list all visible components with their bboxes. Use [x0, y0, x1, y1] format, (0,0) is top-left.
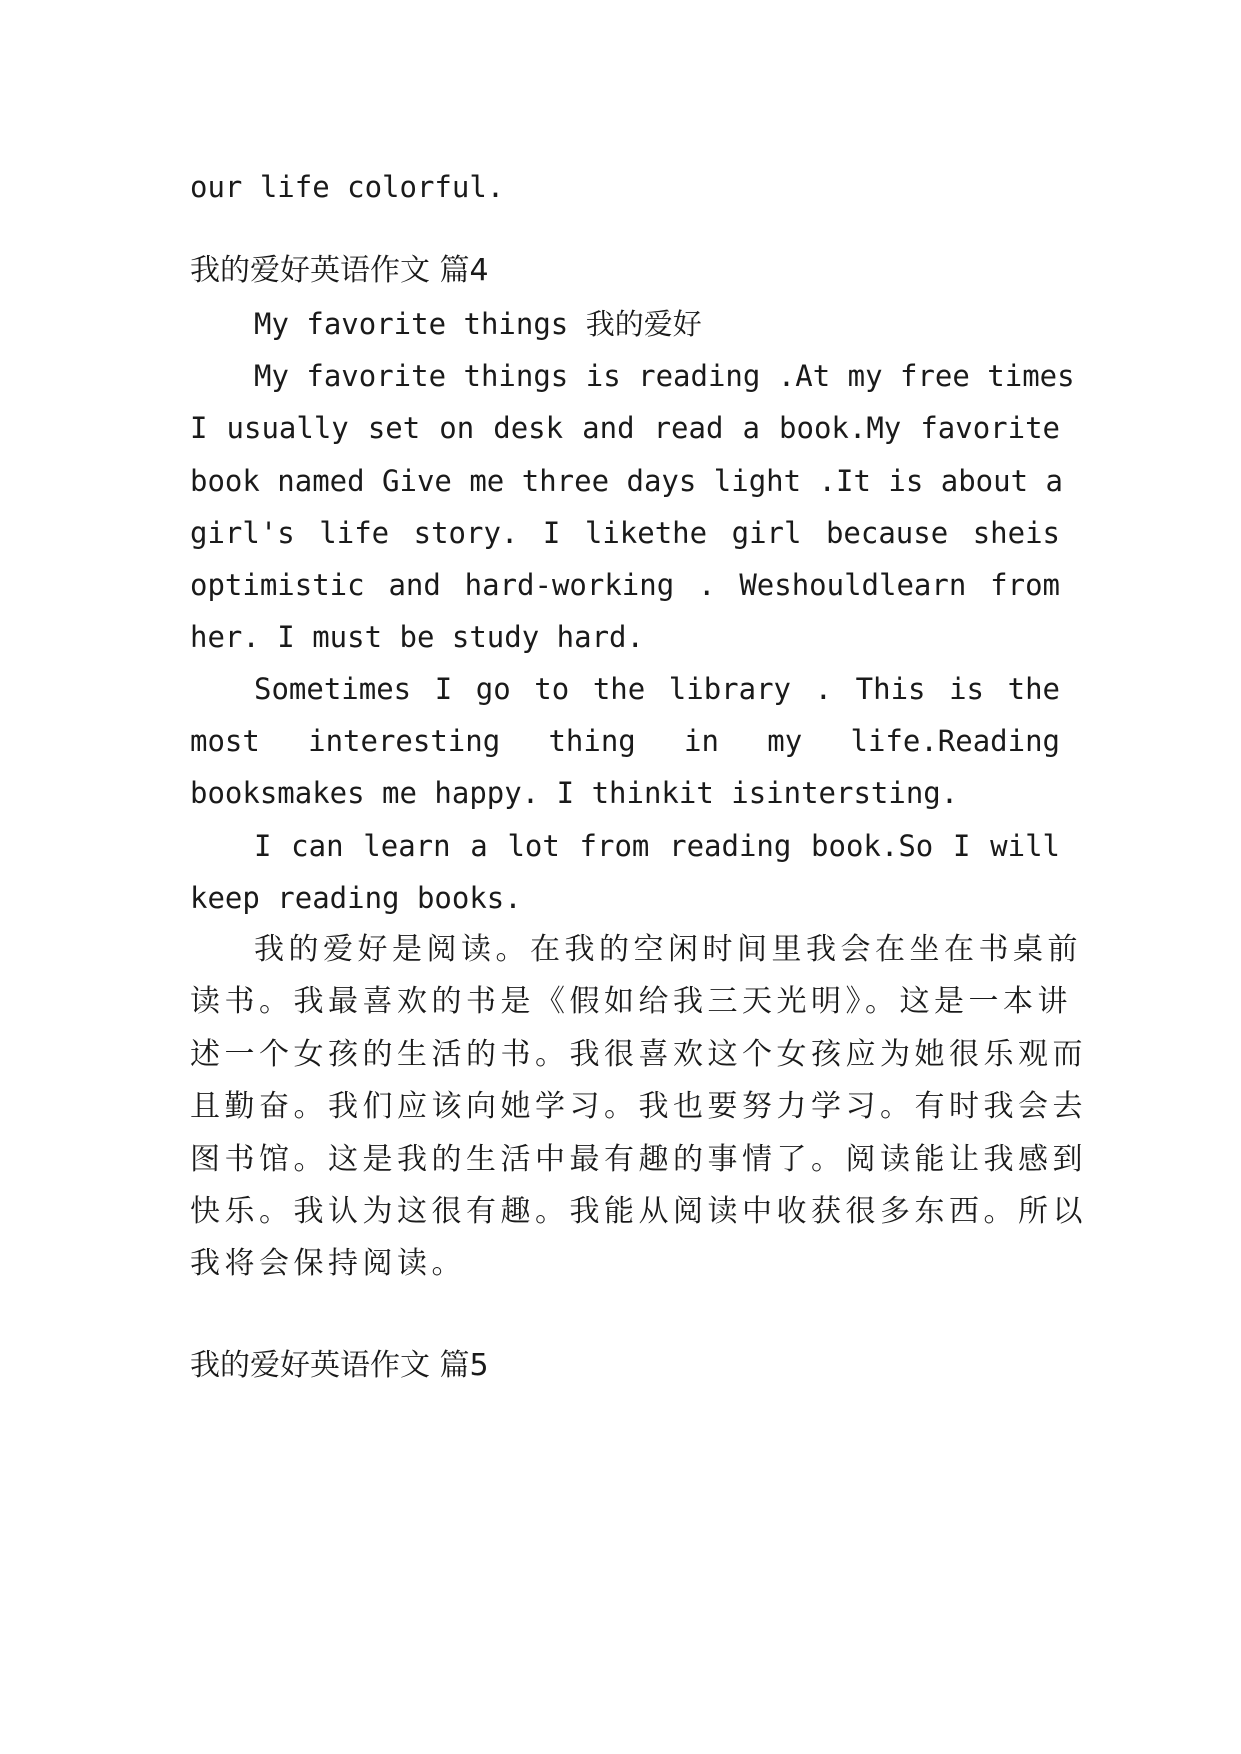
paragraph-line: most interesting thing in my life.Reading	[190, 724, 1060, 758]
section-5-heading: 我的爱好英语作文 篇5	[190, 1348, 489, 1383]
paragraph-line: optimistic and hard-working . Weshouldlearn from	[190, 568, 1060, 602]
paragraph-line: girl's life story. I likethe girl because sheis	[190, 516, 1060, 550]
paragraph-line: 述一个女孩的生活的书。我很喜欢这个女孩应为她很乐观而	[190, 1037, 1087, 1072]
essay-title: My favorite things 我的爱好	[254, 307, 702, 341]
paragraph-line: 图书馆。这是我的生活中最有趣的事情了。阅读能让我感到	[190, 1142, 1087, 1177]
paragraph-line: I usually set on desk and read a book.My favorite	[190, 411, 1060, 445]
paragraph-line: 且勤奋。我们应该向她学习。我也要努力学习。有时我会去	[190, 1089, 1087, 1124]
paragraph-line: 我的爱好是阅读。在我的空闲时间里我会在坐在书桌前	[254, 932, 1082, 967]
paragraph-line: My favorite things is reading .At my free times	[254, 359, 1075, 393]
section-4-heading: 我的爱好英语作文 篇4	[190, 253, 489, 288]
paragraph-line: 我将会保持阅读。	[190, 1246, 466, 1281]
paragraph-line: keep reading books.	[190, 881, 522, 915]
paragraph-line: I can learn a lot from reading book.So I will	[254, 829, 1060, 863]
paragraph-line: Sometimes I go to the library . This is the	[254, 672, 1060, 706]
continued-text-line: our life colorful.	[190, 170, 505, 204]
paragraph-line: 读书。我最喜欢的书是《假如给我三天光明》。这是一本讲	[190, 984, 1072, 1019]
paragraph-line: 快乐。我认为这很有趣。我能从阅读中收获很多东西。所以	[190, 1194, 1087, 1229]
paragraph-line: book named Give me three days light .It is about a	[190, 464, 1063, 498]
paragraph-line: booksmakes me happy. I thinkit isintersting.	[190, 776, 959, 810]
paragraph-line: her. I must be study hard.	[190, 620, 644, 654]
